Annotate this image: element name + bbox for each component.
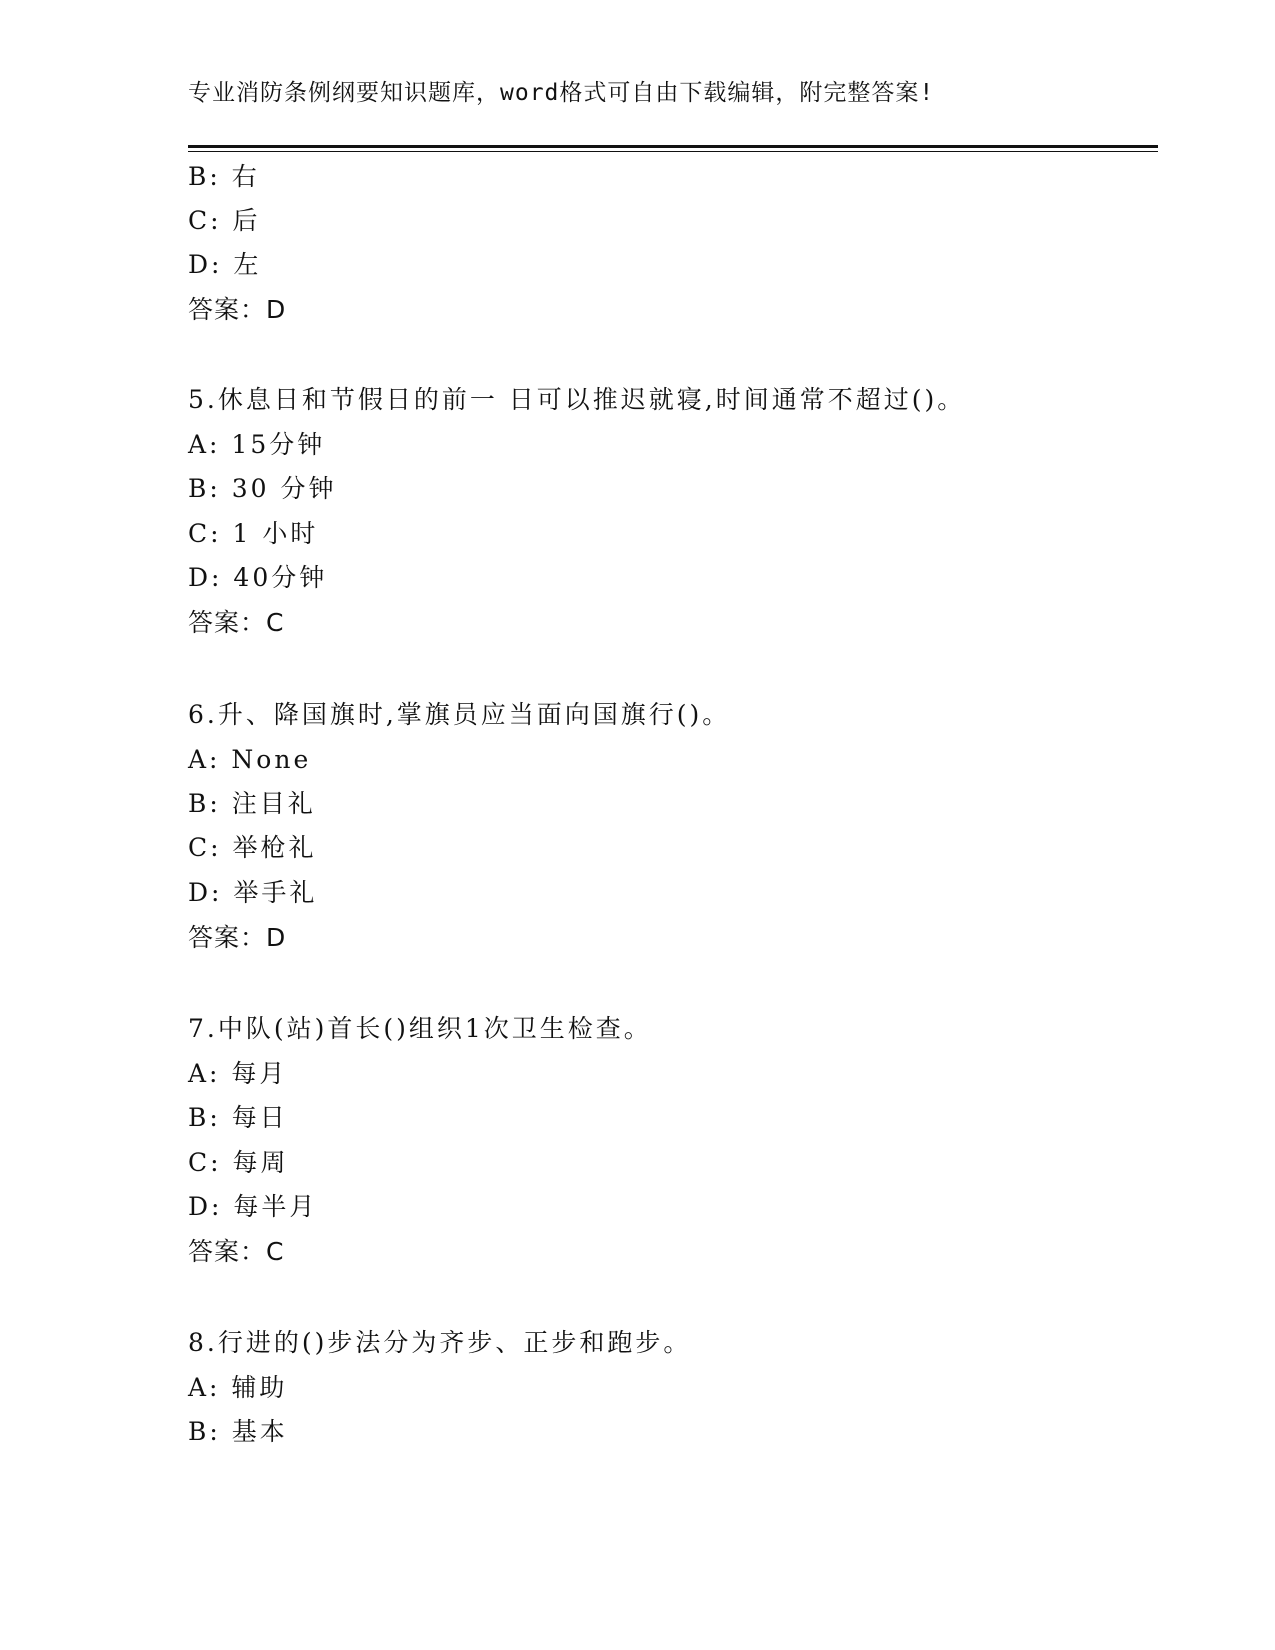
q4-option-b: B: 右 bbox=[188, 162, 260, 191]
q7-option-a: A: 每月 bbox=[188, 1059, 288, 1088]
q6-answer: 答案：D bbox=[188, 923, 287, 952]
q7-option-b: B: 每日 bbox=[188, 1103, 288, 1132]
q7-option-d: D: 每半月 bbox=[188, 1192, 318, 1221]
q8-option-a: A: 辅助 bbox=[188, 1373, 288, 1402]
header-rule-thick bbox=[188, 145, 1158, 148]
q4-option-d: D: 左 bbox=[188, 250, 262, 279]
q5-option-a: A: 15分钟 bbox=[188, 430, 326, 459]
q5-answer: 答案：C bbox=[188, 608, 285, 637]
q7-answer: 答案：C bbox=[188, 1237, 285, 1266]
q7-question: 7.中队(站)首长()组织1次卫生检查。 bbox=[188, 1014, 652, 1043]
q5-option-d: D: 40分钟 bbox=[188, 563, 328, 592]
q6-option-c: C: 举枪礼 bbox=[188, 833, 317, 862]
q5-option-b: B: 30 分钟 bbox=[188, 474, 337, 503]
q8-option-b: B: 基本 bbox=[188, 1417, 288, 1446]
page-header: 专业消防条例纲要知识题库，word格式可自由下载编辑，附完整答案! bbox=[188, 80, 935, 106]
q6-question: 6.升、降国旗时,掌旗员应当面向国旗行()。 bbox=[188, 700, 731, 729]
q7-option-c: C: 每周 bbox=[188, 1148, 289, 1177]
q6-option-a: A: None bbox=[188, 745, 312, 774]
q5-option-c: C: 1 小时 bbox=[188, 519, 319, 548]
q4-option-c: C: 后 bbox=[188, 206, 261, 235]
q6-option-b: B: 注目礼 bbox=[188, 789, 316, 818]
header-rule-thin bbox=[188, 151, 1158, 152]
q5-question: 5.休息日和节假日的前一 日可以推迟就寝,时间通常不超过()。 bbox=[188, 385, 966, 414]
q4-answer: 答案：D bbox=[188, 295, 287, 324]
q6-option-d: D: 举手礼 bbox=[188, 878, 318, 907]
q8-question: 8.行进的()步法分为齐步、正步和跑步。 bbox=[188, 1328, 692, 1357]
